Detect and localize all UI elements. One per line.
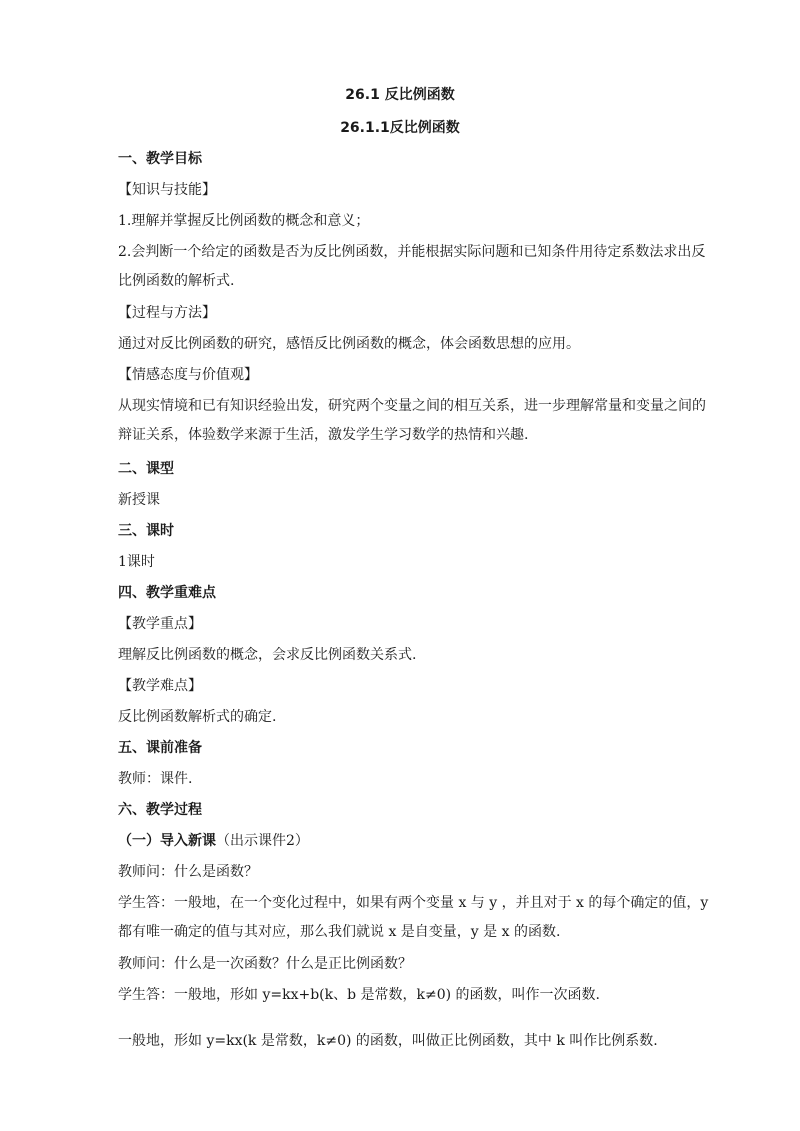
paragraph-line: 反比例函数解析式的确定. (118, 709, 277, 725)
paragraph-line: 一般地，形如 y=kx(k 是常数，k≠0) 的函数，叫做正比例函数，其中 k 叫作比例系数. (118, 1033, 658, 1049)
paragraph-line: 通过对反比例函数的研究，感悟反比例函数的概念，体会函数思想的应用。 (118, 336, 580, 352)
section-heading-objectives: 一、教学目标 (118, 151, 202, 167)
paragraph-line: 辩证关系，体验数学来源于生活，激发学生学习数学的热情和兴趣. (118, 427, 529, 443)
paragraph-line: 1课时 (118, 554, 155, 570)
subheading-process-method: 【过程与方法】 (118, 305, 216, 321)
paragraph-line: 从现实情境和已有知识经验出发，研究两个变量之间的相互关系，进一步理解常量和变量之间的 (118, 398, 706, 414)
document-subtitle: 26.1.1反比例函数 (340, 120, 460, 136)
paragraph-line: 学生答：一般地，在一个变化过程中，如果有两个变量 x 与 y ，并且对于 x 的每个确定的值，y (118, 895, 709, 911)
document-title: 26.1 反比例函数 (345, 87, 455, 103)
section-heading-lesson-hours: 三、课时 (118, 523, 174, 539)
paragraph-line: 新授课 (118, 492, 160, 508)
paragraph-line: 教师：课件. (118, 771, 193, 787)
section-heading-key-points: 四、教学重难点 (118, 585, 216, 601)
paragraph-line: 教师问：什么是一次函数？什么是正比例函数？ (118, 956, 412, 972)
subsection-intro (118, 832, 309, 850)
subheading-teaching-focus: 【教学重点】 (118, 616, 202, 632)
paragraph-line: 都有唯一确定的值与其对应，那么我们就说 x 是自变量，y 是 x 的函数. (118, 924, 561, 940)
paragraph-line: 比例函数的解析式. (118, 273, 235, 289)
section-heading-preparation: 五、课前准备 (118, 740, 202, 756)
subheading-attitude-values: 【情感态度与价值观】 (118, 367, 258, 383)
section-heading-teaching-process: 六、教学过程 (118, 802, 202, 818)
paragraph-line: 学生答：一般地，形如 y=kx+b(k、b 是常数，k≠0) 的函数，叫作一次函数. (118, 987, 601, 1003)
paragraph-line: 1.理解并掌握反比例函数的概念和意义； (118, 213, 370, 229)
subsection-intro-note: （出示课件2） (216, 833, 309, 849)
subheading-teaching-difficulty: 【教学难点】 (118, 678, 202, 694)
subheading-knowledge-skills: 【知识与技能】 (118, 182, 216, 198)
paragraph-line: 教师问：什么是函数？ (118, 864, 258, 880)
paragraph-line: 2.会判断一个给定的函数是否为反比例函数，并能根据实际问题和已知条件用待定系数法求出反 (118, 244, 706, 260)
paragraph-line: 理解反比例函数的概念，会求反比例函数关系式. (118, 647, 417, 663)
subsection-intro-title: （一）导入新课 (118, 833, 216, 849)
section-heading-lesson-type: 二、课型 (118, 461, 174, 477)
